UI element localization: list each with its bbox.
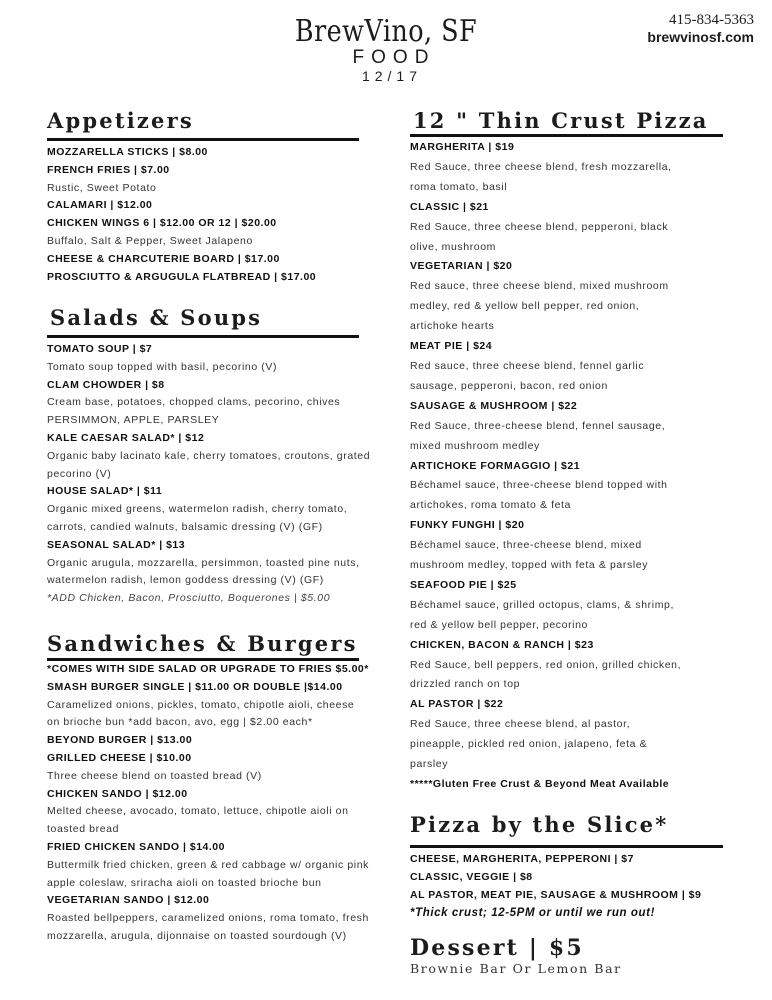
menu-item-description: mozzarella, arugula, dijonnaise on toasted sourdough (V) — [47, 929, 347, 942]
section-heading: Pizza by the Slice* — [410, 812, 669, 837]
menu-item-description: Organic baby lacinato kale, cherry tomatoes, croutons, grated — [47, 449, 371, 462]
section-heading: Appetizers — [47, 108, 194, 133]
menu-item-title: *COMES WITH SIDE SALAD OR UPGRADE TO FRIES $5.00* — [47, 663, 369, 675]
phone-number: 415-834-5363 — [669, 12, 754, 28]
menu-item-title: GRILLED CHEESE | $10.00 — [47, 751, 192, 764]
pizza-by-slice-section — [410, 812, 723, 922]
menu-item-title: SEAFOOD PIE | $25 — [410, 578, 517, 591]
menu-item-title: MOZZARELLA STICKS | $8.00 — [47, 146, 208, 158]
menu-item-description: Red Sauce, three cheese blend, pepperoni, black — [410, 220, 669, 233]
menu-item-description: Cream base, potatoes, chopped clams, pecorino, chives — [47, 396, 341, 409]
menu-item-description: Tomato soup topped with basil, pecorino (V) — [47, 360, 278, 373]
menu-item-title: SMASH BURGER SINGLE | $11.00 OR DOUBLE |$14.00 — [47, 680, 343, 693]
menu-item-description: PERSIMMON, APPLE, PARSLEY — [47, 414, 220, 427]
menu-item-description: parsley — [410, 758, 449, 771]
thin-crust-pizza-section — [410, 108, 723, 795]
menu-note: *ADD Chicken, Bacon, Prosciutto, Boquerones | $5.00 — [47, 592, 331, 605]
menu-subtitle: FOOD — [352, 47, 436, 68]
menu-item-title: KALE CAESAR SALAD* | $12 — [47, 431, 205, 444]
menu-item-description: Red Sauce, three-cheese blend, fennel sausage, — [410, 419, 666, 432]
menu-item-title: AL PASTOR | $22 — [410, 698, 504, 711]
menu-item-description: on brioche bun *add bacon, avo, egg | $2.00 each* — [47, 716, 313, 729]
menu-item-description: Rustic, Sweet Potato — [47, 181, 157, 194]
menu-item-title: CLASSIC | $21 — [410, 200, 489, 213]
menu-item-title: CHEESE & CHARCUTERIE BOARD | $17.00 — [47, 252, 280, 265]
dessert-options: Brownie Bar Or Lemon Bar — [410, 961, 622, 976]
menu-item-description: Béchamel sauce, grilled octopus, clams, & shrimp, — [410, 598, 674, 611]
section-heading: Dessert | $5 — [410, 935, 584, 961]
menu-item-description: sausage, pepperoni, bacon, red onion — [410, 379, 608, 392]
divider — [47, 335, 359, 338]
menu-item-title: SEASONAL SALAD* | $13 — [47, 538, 186, 551]
menu-item-description: roma tomato, basil — [410, 180, 508, 193]
menu-item-description: carrots, candied walnuts, balsamic dressing (V) (GF) — [47, 520, 323, 533]
divider — [410, 134, 723, 137]
menu-item-title: CHEESE, MARGHERITA, PEPPERONI | $7 — [410, 853, 634, 865]
menu-item-title: HOUSE SALAD* | $11 — [47, 485, 163, 498]
divider — [410, 845, 723, 848]
menu-item-title: VEGETARIAN | $20 — [410, 260, 513, 273]
menu-item-title: MARGHERITA | $19 — [410, 141, 515, 153]
menu-item-description: Caramelized onions, pickles, tomato, chipotle aioli, cheese — [47, 698, 355, 711]
menu-item-description: Red Sauce, bell peppers, red onion, grilled chicken, — [410, 658, 682, 671]
menu-item-title: FRIED CHICKEN SANDO | $14.00 — [47, 840, 225, 853]
appetizers-section — [47, 108, 359, 286]
menu-item-description: mixed mushroom medley — [410, 439, 540, 452]
menu-item-description: Buffalo, Salt & Pepper, Sweet Jalapeno — [47, 234, 253, 247]
menu-item-title: VEGETARIAN SANDO | $12.00 — [47, 894, 210, 907]
menu-item-description: Buttermilk fried chicken, green & red cabbage w/ organic pink — [47, 858, 369, 871]
menu-item-title: MEAT PIE | $24 — [410, 340, 493, 353]
menu-item-description: Organic mixed greens, watermelon radish, cherry tomato, — [47, 503, 348, 516]
menu-item-title: CHICKEN SANDO | $12.00 — [47, 787, 188, 800]
restaurant-name: BrewVino, SF — [294, 14, 478, 49]
salads-soups-section — [47, 305, 371, 608]
divider — [47, 138, 359, 141]
section-heading: 12 " Thin Crust Pizza — [413, 108, 709, 133]
menu-item-title: CHICKEN WINGS 6 | $12.00 OR 12 | $20.00 — [47, 217, 277, 230]
menu-item-description: Red sauce, three cheese blend, mixed mushroom — [410, 280, 669, 293]
menu-item-title: FRENCH FRIES | $7.00 — [47, 163, 170, 176]
menu-item-title: SAUSAGE & MUSHROOM | $22 — [410, 399, 578, 412]
menu-note: *Thick crust; 12-5PM or until we run out! — [410, 907, 656, 919]
menu-item-title: CHICKEN, BACON & RANCH | $23 — [410, 638, 594, 651]
menu-item-description: olive, mushroom — [410, 240, 497, 253]
menu-item-description: red & yellow bell pepper, pecorino — [410, 618, 588, 631]
menu-item-description: Red Sauce, three cheese blend, fresh mozzarella, — [410, 160, 672, 173]
menu-item-description: Three cheese blend on toasted bread (V) — [47, 769, 262, 782]
menu-item-description: artichoke hearts — [410, 320, 495, 333]
menu-item-title: ARTICHOKE FORMAGGIO | $21 — [410, 459, 581, 472]
section-heading: Salads & Soups — [50, 305, 263, 330]
menu-item-description: Roasted bellpeppers, caramelized onions, roma tomato, fresh — [47, 912, 369, 925]
menu-item-title: BEYOND BURGER | $13.00 — [47, 734, 193, 747]
website: brewvinosf.com — [647, 29, 754, 45]
menu-item-title: CLAM CHOWDER | $8 — [47, 378, 165, 391]
menu-date: 12/17 — [361, 68, 423, 84]
menu-item-description: apple coleslaw, sriracha aioli on toasted brioche bun — [47, 876, 322, 889]
dessert-section — [410, 935, 723, 976]
menu-item-description: Béchamel sauce, three-cheese blend, mixed — [410, 539, 642, 552]
menu-item-title: FUNKY FUNGHI | $20 — [410, 519, 525, 532]
menu-item-title: CALAMARI | $12.00 — [47, 199, 153, 212]
menu-item-title: *****Gluten Free Crust & Beyond Meat Available — [410, 778, 670, 790]
menu-item-description: Organic arugula, mozzarella, persimmon, toasted pine nuts, — [47, 556, 360, 569]
menu-item-description: Béchamel sauce, three-cheese blend topped with — [410, 479, 668, 492]
sandwiches-burgers-section — [47, 631, 369, 946]
menu-item-description: pecorino (V) — [47, 467, 112, 480]
menu-item-description: Red Sauce, three cheese blend, al pastor, — [410, 718, 631, 731]
menu-item-description: artichokes, roma tomato & feta — [410, 499, 571, 512]
menu-item-description: toasted bread — [47, 823, 120, 836]
menu-item-title: CLASSIC, VEGGIE | $8 — [410, 871, 533, 883]
menu-item-title: TOMATO SOUP | $7 — [47, 343, 153, 355]
menu-item-description: pineapple, pickled red onion, jalapeno, feta & — [410, 738, 648, 751]
menu-item-description: mushroom medley, topped with feta & parsley — [410, 559, 649, 572]
menu-item-description: medley, red & yellow bell pepper, red onion, — [410, 300, 640, 313]
menu-item-description: drizzled ranch on top — [410, 678, 521, 691]
menu-item-title: AL PASTOR, MEAT PIE, SAUSAGE & MUSHROOM | $9 — [410, 889, 702, 901]
menu-item-description: Red sauce, three cheese blend, fennel garlic — [410, 359, 645, 372]
menu-item-description: Melted cheese, avocado, tomato, lettuce, chipotle aioli on — [47, 805, 349, 818]
menu-item-title: PROSCIUTTO & ARGUGULA FLATBREAD | $17.00 — [47, 270, 317, 283]
menu-item-description: watermelon radish, lemon goddess dressing (V) (GF) — [47, 574, 324, 587]
section-heading: Sandwiches & Burgers — [47, 631, 358, 656]
